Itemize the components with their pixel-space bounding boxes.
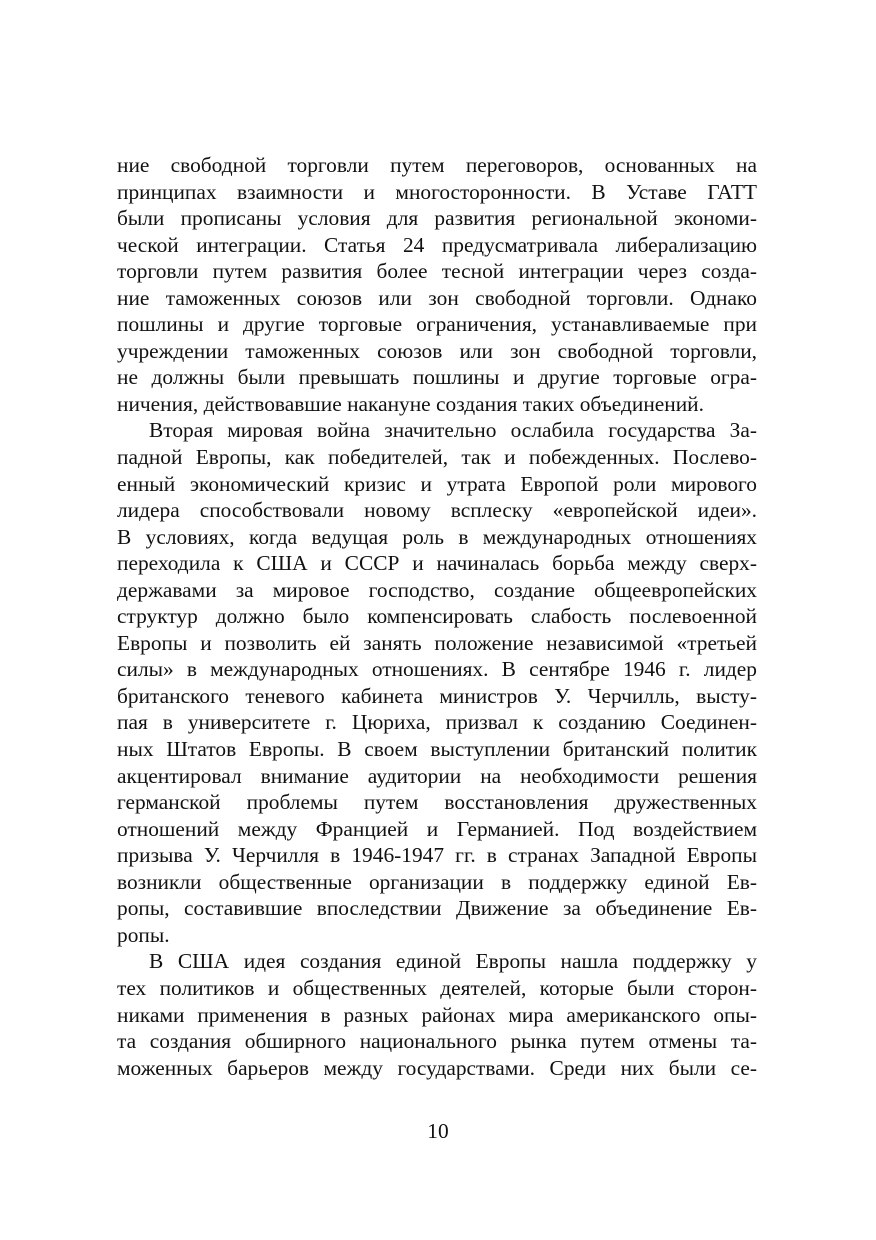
text-line: Вторая мировая война значительно ослабила государства За- — [149, 418, 757, 443]
text-line: не должны были превышать пошлины и другие торговые огра- — [117, 365, 757, 390]
text-line: акцентировал внимание аудитории на необходимости решения — [117, 763, 757, 788]
text-line: структур должно было компенсировать слабость послевоенной — [117, 604, 757, 629]
text-line: германской проблемы путем восстановления дружественных — [117, 790, 757, 815]
text-line: ропы, составившие впоследствии Движение за объединение Ев- — [117, 896, 757, 921]
text-line: пая в университете г. Цюриха, призвал к созданию Соединен- — [117, 710, 757, 735]
text-line: падной Европы, как победителей, так и побежденных. Послево- — [117, 445, 757, 470]
text-line: ных Штатов Европы. В своем выступлении британский политик — [117, 737, 757, 762]
text-line: ние свободной торговли путем переговоров, основанных на — [117, 153, 757, 177]
text-line: пошлины и другие торговые ограничения, устанавливаемые при — [117, 312, 757, 337]
text-line: та создания обширного национального рынка путем отмены та- — [117, 1029, 757, 1054]
text-line: силы» в международных отношениях. В сентябре 1946 г. лидер — [117, 657, 757, 682]
text-line: принципах взаимности и многосторонности. В Уставе ГАТТ — [117, 179, 757, 204]
text-line: торговли путем развития более тесной интеграции через созда- — [117, 259, 757, 284]
text-line: державами за мировое господство, создание общеевропейских — [117, 577, 757, 602]
text-line: британского теневого кабинета министров У. Черчилль, высту- — [117, 683, 757, 708]
text-line: енный экономический кризис и утрата Европой роли мирового — [117, 471, 757, 496]
text-line: ропы. — [117, 922, 170, 947]
text-line: тех политиков и общественных деятелей, которые были сторон- — [117, 975, 757, 1000]
text-line: В США идея создания единой Европы нашла поддержку у — [149, 949, 757, 974]
text-line: были прописаны условия для развития региональной экономи- — [117, 206, 757, 231]
text-line: отношений между Францией и Германией. Под воздействием — [117, 816, 757, 841]
text-line: ние таможенных союзов или зон свободной торговли. Однако — [117, 285, 757, 310]
text-line: никами применения в разных районах мира американского опы- — [117, 1002, 757, 1027]
text-line: Европы и позволить ей занять положение независимой «третьей — [117, 630, 757, 655]
text-line: переходила к США и СССР и начиналась борьба между сверх- — [117, 551, 757, 576]
text-line: возникли общественные организации в поддержку единой Ев- — [117, 869, 757, 894]
page-number: 10 — [427, 1119, 449, 1143]
text-line: моженных барьеров между государствами. Среди них были се- — [117, 1055, 757, 1080]
text-line: ничения, действовавшие накануне создания таких объединений. — [117, 391, 704, 416]
text-line: лидера способствовали новому всплеску «европейской идеи». — [117, 498, 757, 523]
text-line: В условиях, когда ведущая роль в международных отношениях — [117, 524, 757, 549]
text-line: призыва У. Черчилля в 1946-1947 гг. в странах Западной Европы — [117, 843, 757, 868]
body-text — [117, 152, 757, 1081]
text-line: учреждении таможенных союзов или зон свободной торговли, — [117, 338, 757, 363]
text-line: ческой интеграции. Статья 24 предусматривала либерализацию — [117, 232, 757, 257]
